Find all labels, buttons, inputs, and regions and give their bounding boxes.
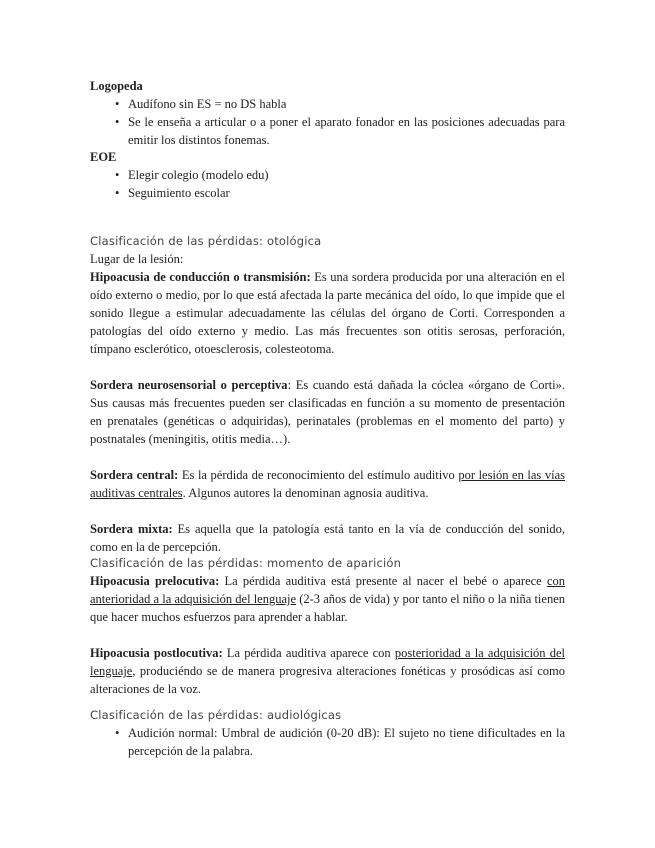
eoe-section (90, 148, 565, 202)
audiologicas-list (90, 724, 565, 760)
central-paragraph: Sordera central: Es la pérdida de reconocimiento del estímulo auditivo por lesión en las vías auditivas centrales. Algunos autores la denominan agnosia auditiva. (90, 468, 566, 500)
postlocutiva-paragraph: Hipoacusia postlocutiva: La pérdida auditiva aparece con posterioridad a la adquisición del lenguaje, produciéndo se de manera progresiva alteraciones fonéticas y prosódicas así como alteraciones de la voz. (90, 646, 565, 696)
list-item: • Audición normal: Umbral de audición (0-20 dB): El sujeto no tiene dificultades en la percepción de la palabra. (115, 726, 565, 758)
bullet-icon: • (115, 186, 120, 200)
mixta-paragraph: Sordera mixta: Es aquella que la patología está tanto en la vía de conducción del sonido, como en la de percepción. (90, 522, 565, 554)
section-title: Clasificación de las pérdidas: momento de aparición (90, 556, 402, 570)
underlined-text: con anterioridad a la adquisición del lenguaje (90, 574, 565, 606)
aparicion-section (90, 554, 565, 698)
bullet-icon: • (115, 168, 120, 182)
list-item: • Seguimiento escolar (115, 186, 230, 200)
term: Hipoacusia postlocutiva: (90, 646, 223, 660)
list-item: • Elegir colegio (modelo edu) (115, 168, 269, 182)
underlined-text: posterioridad a la adquisición del lenguaje (90, 646, 565, 678)
underlined-text: por lesión en las vías auditivas centrales (90, 468, 566, 500)
term: Sordera mixta: (90, 522, 173, 536)
term: Hipoacusia de conducción o transmisión: (90, 270, 311, 284)
bullet-icon: • (115, 726, 120, 740)
otologica-section (90, 232, 565, 556)
logopeda-heading: Logopeda (90, 79, 143, 93)
list-item: • Audífono sin ES = no DS habla (115, 97, 287, 111)
prelocutiva-paragraph: Hipoacusia prelocutiva: La pérdida auditiva está presente al nacer el bebé o aparece con anterioridad a la adquisición del lenguaje (2-3 años de vida) y por tanto el niño o la niña tienen que hacer muchos esfuerzos para aprender a hablar. (90, 574, 565, 624)
eoe-heading: EOE (90, 150, 117, 164)
term: Sordera central: (90, 468, 179, 482)
logopeda-section (90, 77, 565, 149)
bullet-icon: • (115, 115, 120, 129)
audiologicas-section (90, 706, 565, 760)
eoe-list (90, 166, 565, 202)
section-title: Clasificación de las pérdidas: otológica (90, 234, 322, 248)
term: Hipoacusia prelocutiva: (90, 574, 220, 588)
list-item: • Se le enseña a articular o a poner el aparato fonador en las posiciones adecuadas para emitir los distintos fonemas. (115, 115, 565, 147)
conduccion-paragraph: Hipoacusia de conducción o transmisión: Es una sordera producida por una alteración en el oído externo o medio, por lo que está afectada la parte mecánica del oído, lo que impide que el sonido llegue a estimular adecuadamente las células del órgano de Corti. Corresponden a patologías del oído externo y medio. Las más frecuentes son otitis serosas, perforación, tímpano esclerótico, otoesclerosis, colesteotoma. (90, 270, 566, 356)
section-title: Clasificación de las pérdidas: audiológicas (90, 708, 342, 722)
neurosensorial-paragraph: Sordera neurosensorial o perceptiva: Es cuando está dañada la cóclea «órgano de Corti». Sus causas más frecuentes pueden ser clasificadas en función a su momento de presentación en prenatales (genéticas o adquiridas), perinatales (problemas en el momento del parto) y postnatales (meningitis, otitis media…). (90, 378, 565, 446)
otologica-intro: Lugar de la lesión: (90, 252, 184, 266)
term: Sordera neurosensorial o perceptiva (90, 378, 288, 392)
bullet-icon: • (115, 97, 120, 111)
logopeda-list (90, 95, 565, 149)
